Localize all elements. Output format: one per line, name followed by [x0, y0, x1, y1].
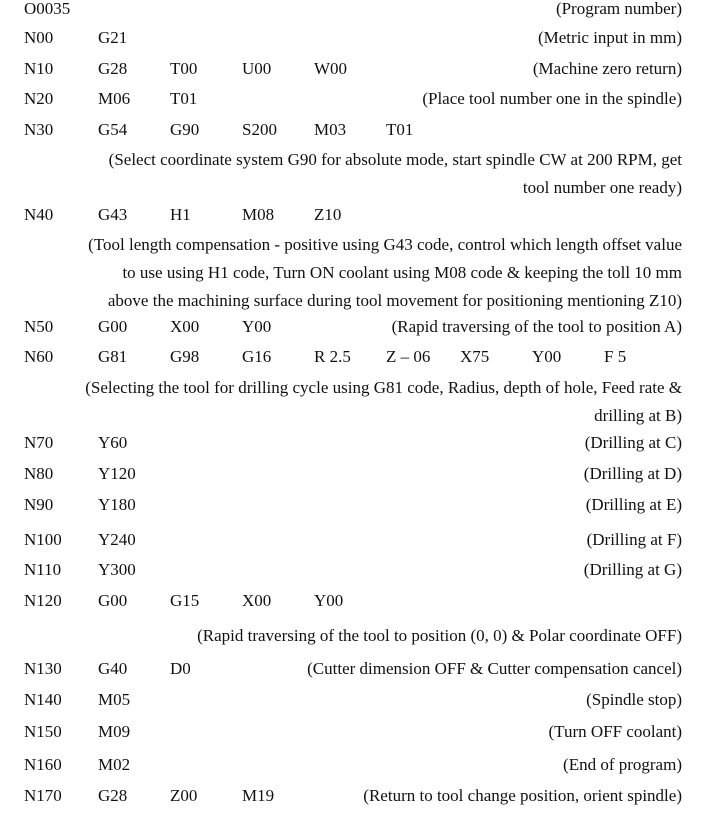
code-word: M08: [242, 205, 275, 224]
code-word: M06: [98, 89, 131, 108]
code-word: T01: [170, 89, 198, 108]
code-word: M05: [98, 690, 131, 709]
block-number: N30: [24, 120, 54, 139]
code-word: G21: [98, 28, 128, 47]
block-number: N50: [24, 317, 54, 336]
block-comment: (Drilling at G): [583, 560, 682, 579]
code-word: Y00: [242, 317, 272, 336]
block-number: N140: [24, 690, 62, 709]
block-number: N130: [24, 659, 62, 678]
code-word: M09: [98, 722, 131, 741]
block-number: N80: [24, 464, 54, 483]
block-comment: [88, 231, 682, 315]
code-word: M02: [98, 755, 131, 774]
block-comment: (Drilling at F): [586, 530, 682, 549]
code-word: Z10: [314, 205, 342, 224]
block-comment: (Drilling at E): [585, 495, 682, 514]
code-word: G40: [98, 659, 128, 678]
code-word: T01: [386, 120, 414, 139]
code-word: Z00: [170, 786, 198, 805]
program-comment: (Program number): [555, 0, 682, 18]
block-number: N10: [24, 59, 54, 78]
code-word: G98: [170, 347, 200, 366]
block-comment: (Return to tool change position, orient spindle): [363, 786, 682, 805]
block-number: N100: [24, 530, 62, 549]
block-comment: [109, 146, 682, 202]
code-word: Y00: [314, 591, 344, 610]
block-number: N40: [24, 205, 54, 224]
code-word: G90: [170, 120, 200, 139]
code-word: G00: [98, 317, 128, 336]
code-word: U00: [242, 59, 272, 78]
block-number: N20: [24, 89, 54, 108]
comment-line: above the machining surface during tool movement for positioning mentioning Z10): [107, 291, 682, 310]
code-word: Y240: [98, 530, 136, 549]
code-word: W00: [314, 59, 348, 78]
code-word: Z – 06: [386, 347, 431, 366]
comment-line: to use using H1 code, Turn ON coolant using M08 code & keeping the toll 10 mm: [122, 263, 682, 282]
code-word: X75: [460, 347, 490, 366]
block-comment: (Drilling at D): [583, 464, 682, 483]
code-word: G15: [170, 591, 200, 610]
block-comment: (End of program): [563, 755, 682, 774]
comment-line: (Tool length compensation - positive using G43 code, control which length offset value: [88, 235, 682, 254]
code-word: G54: [98, 120, 128, 139]
code-word: G16: [242, 347, 272, 366]
code-word: Y300: [98, 560, 136, 579]
comment-line: drilling at B): [594, 406, 682, 425]
code-word: F 5: [604, 347, 627, 366]
code-word: D0: [170, 659, 191, 678]
code-word: G00: [98, 591, 128, 610]
code-word: M19: [242, 786, 275, 805]
block-number: N160: [24, 755, 62, 774]
block-number: N60: [24, 347, 54, 366]
block-number: N110: [24, 560, 62, 579]
code-word: Y180: [98, 495, 136, 514]
block-comment: (Rapid traversing of the tool to position (0, 0) & Polar coordinate OFF): [197, 626, 682, 645]
code-word: M03: [314, 120, 347, 139]
block-comment: (Drilling at C): [584, 433, 682, 452]
block-number: N70: [24, 433, 54, 452]
comment-line: tool number one ready): [522, 178, 682, 197]
block-number: N120: [24, 591, 62, 610]
program-id: O0035: [24, 0, 71, 18]
block-comment: (Turn OFF coolant): [548, 722, 682, 741]
comment-line: (Select coordinate system G90 for absolute mode, start spindle CW at 200 RPM, get: [108, 150, 682, 169]
block-comment: [85, 374, 682, 430]
block-number: N90: [24, 495, 54, 514]
code-word: G28: [98, 786, 128, 805]
code-word: H1: [170, 205, 191, 224]
code-word: X00: [170, 317, 200, 336]
block-comment: (Place tool number one in the spindle): [422, 89, 682, 108]
block-comment: (Rapid traversing of the tool to position A): [391, 317, 682, 336]
code-word: G81: [98, 347, 128, 366]
block-comment: (Cutter dimension OFF & Cutter compensation cancel): [307, 659, 682, 678]
code-word: G28: [98, 59, 128, 78]
block-comment: (Spindle stop): [586, 690, 682, 709]
comment-line: (Selecting the tool for drilling cycle using G81 code, Radius, depth of hole, Feed rate &: [85, 378, 682, 397]
code-word: Y120: [98, 464, 136, 483]
code-word: G43: [98, 205, 128, 224]
block-number: N00: [24, 28, 54, 47]
code-word: Y00: [532, 347, 562, 366]
code-word: T00: [170, 59, 198, 78]
code-word: X00: [242, 591, 272, 610]
block-number: N150: [24, 722, 62, 741]
code-word: S200: [242, 120, 277, 139]
block-comment: (Metric input in mm): [537, 28, 682, 47]
code-word: R 2.5: [314, 347, 351, 366]
block-comment: (Machine zero return): [532, 59, 682, 78]
block-number: N170: [24, 786, 62, 805]
code-word: Y60: [98, 433, 128, 452]
